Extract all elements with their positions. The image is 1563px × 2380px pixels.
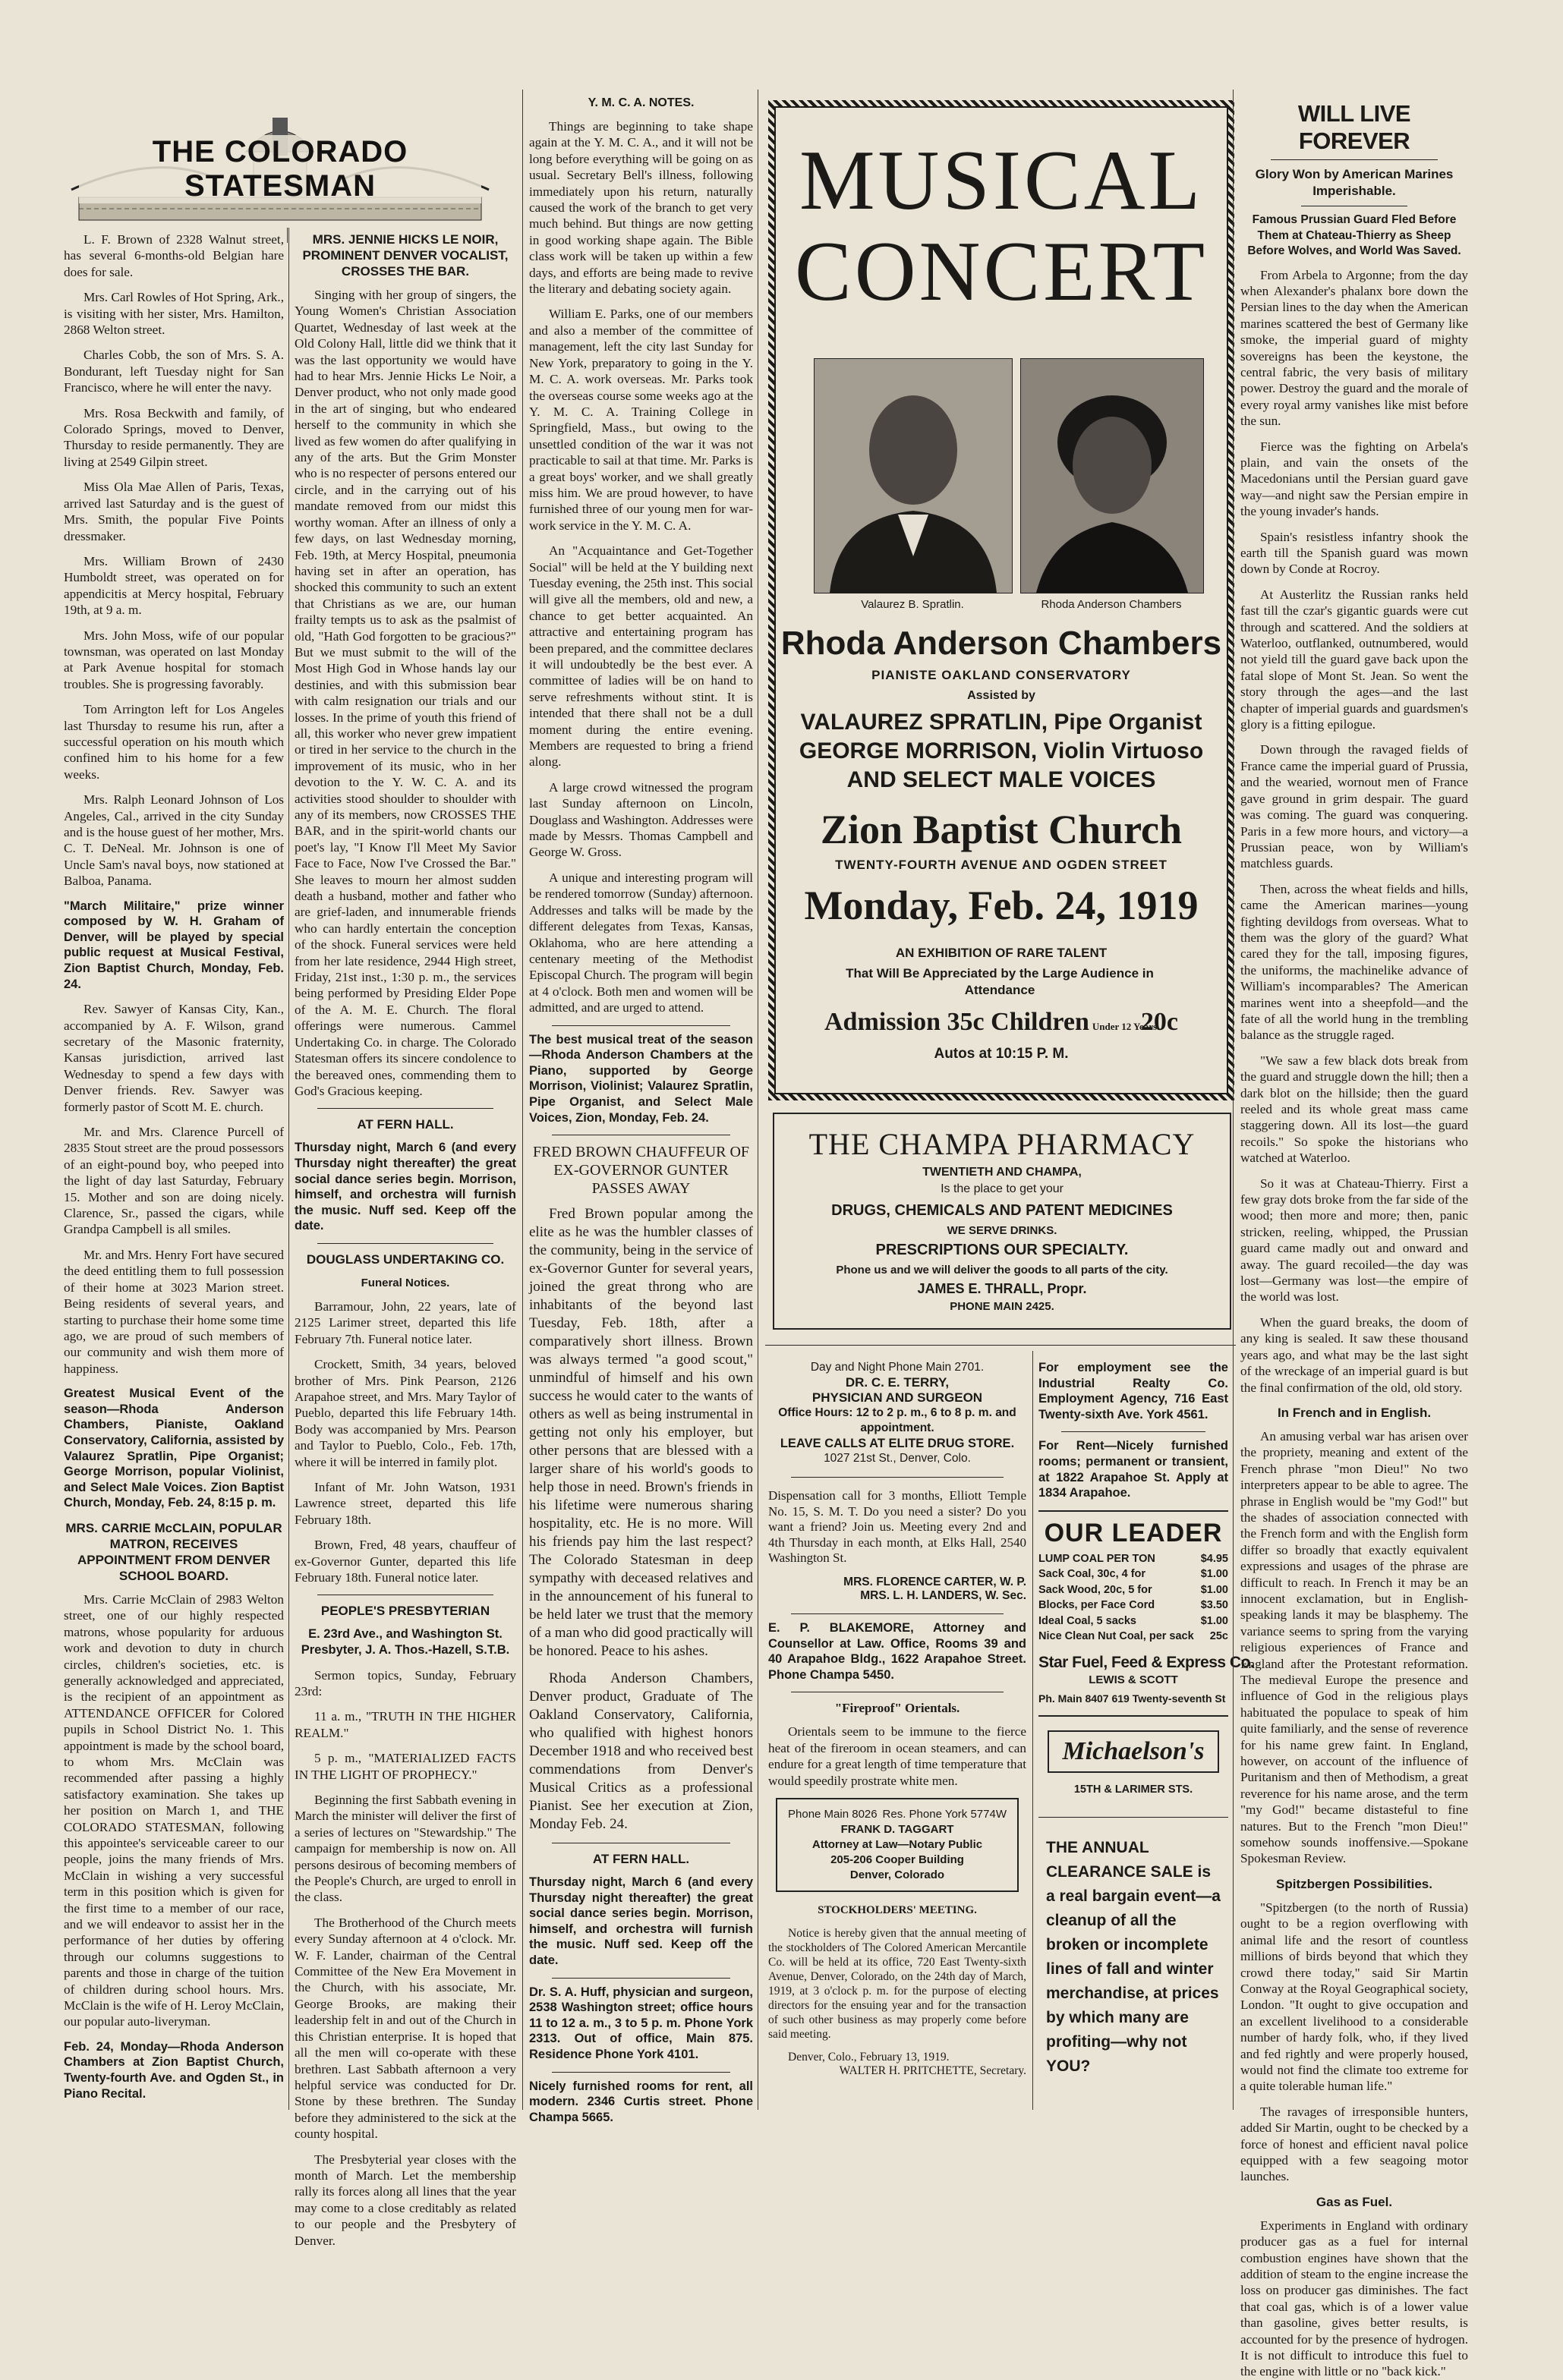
pharmacy-ad xyxy=(773,1113,1231,1330)
elks-signature: MRS. L. H. LANDERS, W. Sec. xyxy=(860,1588,1026,1602)
pharmacy-line: WE SERVE DRINKS. xyxy=(947,1224,1057,1237)
pharmacy-line: JAMES E. THRALL, Propr. xyxy=(917,1281,1087,1296)
concert-title-line1: MUSICAL xyxy=(799,134,1204,228)
michaelsons-logo xyxy=(1048,1730,1219,1773)
concert-title-line2: CONCERT xyxy=(795,225,1208,319)
terry-line: LEAVE CALLS AT ELITE DRUG STORE. xyxy=(780,1437,1015,1450)
funeral-notice: Infant of Mr. John Watson, 1931 Lawrence street, departed this life February 18th. xyxy=(295,1479,516,1527)
coal-row: Ideal Coal, 5 sacks $1.00 xyxy=(1038,1614,1228,1627)
masthead-title: THE COLORADO STATESMAN xyxy=(79,135,481,203)
ymca-item: An "Acquaintance and Get-Together Social" will be held at the Y building next Tuesday evening, the 25th inst. This social will give all the members, old and new, a chance to get better acquainted. An attractive and entertaining program has been prepared, and the committee declares it will undoubtedly be the best ever. A committee of ladies will be on hand to serve refreshments without stint. It is intended that there shall not be a dull moment during the entire evening. Members are requested to bring a friend along. xyxy=(529,543,753,770)
concert-date: Monday, Feb. 24, 1919 xyxy=(804,883,1199,928)
presbyterian-item: The Presbyterial year closes with the month of March. Let the membership rally its forces along all lines that the year may come to a close creditably as related to our people and the Presbytery of Denver. xyxy=(295,2152,516,2248)
ymca-headline: Y. M. C. A. NOTES. xyxy=(588,96,695,109)
presbyterian-item: The Brotherhood of the Church meets every Sunday afternoon at 4 o'clock. Mr. W. F. Lander, chairman of the Central Committee of the New Era Movement in the Church, with his associate, Mr. George Brooks, are making their leadership felt in and out of the Church in this Christian enterprise. It is hoped that all the men will co-operate with these brethren. Last Sabbath afternoon a very helpful service was conducted for Dr. Stone by these brethren. The Sunday before they administered to the sick at the county hospital. xyxy=(295,1915,516,2142)
pharmacy-line: Phone us and we will deliver the goods to all parts of the city. xyxy=(836,1264,1168,1277)
gas-fuel-headline: Gas as Fuel. xyxy=(1316,2194,1393,2209)
portrait-woman-icon xyxy=(1021,359,1203,593)
musical-event-notice: Greatest Musical Event of the season—Rhoda Anderson Chambers, Pianiste, Oakland Conservatory, California, assisted by Valaurez Spratlin, Pipe Organist; George Morrison, popular Violinist, and Select Male Voices. Zion Baptist Church, Monday, Feb. 24, 8:15 p. m. xyxy=(64,1387,284,1510)
ymca-item: Things are beginning to take shape again at the Y. M. C. A., and it will not be long before everything will be going on as usual. Secretary Bell's illness, following immediately upon his return, naturally caused the work of the branch to get very much behind. But things are now getting in good working shape again. The Bible class work will be taken up within a few days, and efforts are being made to revive the literary and debating society again. xyxy=(529,119,753,297)
taggart-office: 205-206 Cooper Building xyxy=(830,1853,964,1866)
performer-name: Rhoda Anderson Chambers xyxy=(780,625,1222,662)
admission-price: 20c xyxy=(1140,1008,1178,1036)
ymca-item: William E. Parks, one of our members and also a member of the committee of management, left the city last Sunday for New York, preparatory to going in the Y. M. C. A. work overseas. Mr. Parks took the overseas course some weeks ago at the Y. M. C. A. Training College in Springfield, Mass., but owing to the unsettled condition of the war it was not practicable to sail at that time. Mr. Parks is a great boys' worker, and we shall greatly miss him. We are proud however, to have furnished three of our young men for war-work service in the Y. M. C. A. xyxy=(529,307,753,533)
stockholders-signature: WALTER H. PRITCHETTE, Secretary. xyxy=(839,2064,1026,2077)
fern-hall-headline: AT FERN HALL. xyxy=(592,1852,690,1867)
clearance-sale-ad: THE ANNUAL CLEARANCE SALE is a real bargain event—a cleanup of all the broken or incomplete lines of fall and winter merchandise, at prices by which many are profiting—why not YOU? xyxy=(1046,1838,1221,2075)
story-paragraph: So it was at Chateau-Thierry. First a few gray dots broke from the far side of the wood; then more and more; then, panic stricken, reeling, whipped, the Prussian guard came madly out and onward and away. The guard recoiled—the day was lost—Germany was lost—the empire of the world was lost. xyxy=(1240,1176,1468,1305)
ymca-item: A large crowd witnessed the program last Sunday afternoon on Lincoln, Douglass and Washington. Addresses were made by Messrs. Thomas Campbell and George W. Gross. xyxy=(529,779,753,860)
divider xyxy=(552,1025,730,1026)
photo-caption-spratlin: Valaurez B. Spratlin. xyxy=(861,598,964,611)
story-paragraph: At Austerlitz the Russian ranks held fast till the czar's gigantic guards were cut through and scattered. And the soldiers at Waterloo, outflanked, outnumbered, would not yield till the guard gave back upon the fatal slope of Mont St. Jean. So went the story through the ages—and the last chapter of imperial guards and guardsmen's glory is a fitting epilogue. xyxy=(1240,587,1468,732)
local-item: Tom Arrington left for Los Angeles last Thursday to resume his run, after a successful operation on his mouth which confined him to his home for a few weeks. xyxy=(64,702,284,782)
concert-ad xyxy=(768,100,1234,1100)
french-english-story: An amusing verbal war has arisen over the propriety, meaning and extent of the French phrase "mon Dieu!" No two interpreters appear to be able to agree. The phrase in English would be "my God!" but the shades of association connected with the French form and with the English form differ so broadly that exactly equivalent expressions and usages of the phrase are difficult to reach. In French it may be an innocent exclamation, but in English-speaking lands it may be blasphemy. The variance seems to spring from the varying religious experiences of France and England after the Protestant reformation. The medieval Europe the presence and influence of God in the religious plays habituated the populace to speak of him quite familiarly, and the sense of reverence for his name grew faint. In England, however, on account of the influence of Puritanism and then of Methodism, a great reverence for his name arose, and the term "my God!" became distasteful to fine natures. But to the French "mon Dieu!" somehow sounds inoffensive.—Spokane Spokesman Review. xyxy=(1240,1428,1468,1866)
rooms-notice: Nicely furnished rooms for rent, all modern. 2346 Curtis street. Phone Champa 5665. xyxy=(529,2079,753,2124)
taggart-title: Attorney at Law—Notary Public xyxy=(811,1837,983,1851)
elks-notice: Dispensation call for 3 months, Elliott Temple No. 15, S. M. T. Do you need a sister? Do you want a friend? Join us. Meeting every 2nd and 4th Thursday in each month, at Elks Hall, 2540 Washington St. xyxy=(768,1488,1026,1566)
chambers-story: Rhoda Anderson Chambers, Denver product, Graduate of The Oakland Conservatory, California, who qualified with highest honors December 1918 and who received best commendations from Denver's Musical Critics as a professional Pianist. See her execution at Zion, Monday Feb. 24. xyxy=(529,1670,753,1833)
spitzbergen-headline: Spitzbergen Possibilities. xyxy=(1276,1876,1432,1891)
divider xyxy=(317,1243,493,1244)
stockholders-headline: STOCKHOLDERS' MEETING. xyxy=(818,1903,977,1916)
local-item: Mrs. Carl Rowles of Hot Spring, Ark., is visiting with her sister, Mrs. Hamilton, 2868 Welton street. xyxy=(64,290,284,338)
taggart-res-phone: Res. Phone York 5774W xyxy=(882,1807,1007,1821)
story-paragraph: From Arbela to Argonne; from the day when Alexander's phalanx bore down the Persian lines to the day when the American marines scattered the best of Germany like smoke, the imperial guard of mighty sovereigns has been the keystone, the central fabric, the very basis of military power. Destroy the guard and the morale of every royal army vanishes like mist before the sun. xyxy=(1240,267,1468,429)
terry-line: Office Hours: 12 to 2 p. m., 6 to 8 p. m. and appointment. xyxy=(778,1406,1016,1434)
story-paragraph: Then, across the wheat fields and hills, came the American marines—young fighting devildogs from overseas. What to them was the glory of the guard? What cared they for the tall, imposing figures, the uniforms, the machinelike advance of William's incomparables? The American marines went into a sheepfold—and the fate of all the world hung in the trembling balance as the struggle raged. xyxy=(1240,881,1468,1043)
taggart-card xyxy=(776,1798,1019,1892)
column-6 xyxy=(1038,1360,1255,2111)
star-fuel-owners: LEWIS & SCOTT xyxy=(1089,1673,1178,1686)
star-fuel-phone: Ph. Main 8407 619 Twenty-seventh St xyxy=(1038,1692,1226,1705)
coal-row: Sack Wood, 20c, 5 for $1.00 xyxy=(1038,1583,1228,1596)
marines-subhead: Glory Won by American Marines Imperishable. xyxy=(1255,167,1454,198)
musical-treat-notice: The best musical treat of the season—Rhoda Anderson Chambers at the Piano, supported by George Morrison, Violinist; Valaurez Spratlin, Pipe Organist, and Select Male Voices, Zion, Monday, Feb. 24. xyxy=(529,1032,753,1125)
photo-chambers xyxy=(1020,358,1204,593)
fred-brown-headline: FRED BROWN CHAUFFEUR OF EX-GOVERNOR GUNTER PASSES AWAY xyxy=(532,1144,750,1198)
local-item: Mr. and Mrs. Clarence Purcell of 2835 Stout street are the proud possessors of an eight-pound boy, who peeped into the light of day last Saturday, February 15. Mother and son are doing nicely. Clarence, Sr., passed the cigars, while Grandpa Campbell is all smiles. xyxy=(64,1125,284,1237)
orientals-story: Orientals seem to be immune to the fierce heat of the fireroom in ocean steamers, and can endure for a great length of time temperature that would speedily prostrate white men. xyxy=(768,1724,1026,1788)
story-paragraph: Spain's resistless infantry shook the earth till the Spanish guard was mown down by Conde at Rocroy. xyxy=(1240,529,1468,577)
local-item: Mrs. William Brown of 2430 Humboldt street, was operated on for appendicitis at Mercy hospital, February 19th, at 9 a. m. xyxy=(64,553,284,618)
rent-notice: For Rent—Nicely furnished rooms; permanent or transient, at 1822 Arapahoe St. Apply at 1834 Arapahoe. xyxy=(1038,1439,1228,1500)
venue-address: TWENTY-FOURTH AVENUE AND OGDEN STREET xyxy=(835,858,1168,872)
le-noir-headline: MRS. JENNIE HICKS LE NOIR, PROMINENT DENVER VOCALIST, CROSSES THE BAR. xyxy=(302,232,509,279)
gas-fuel-story: Experiments in England with ordinary producer gas as a fuel for internal combustion engines have shown that the addition of steam to the engine increase the loss on producer gas diminishes. The fact that coal gas, which is of a lower value than gasoline, gives better results, is accounted for by the presence of hydrogen. It is not difficult to introduce this fuel to the engine with little or no "back kick." xyxy=(1240,2218,1468,2379)
blakemore-notice: E. P. BLAKEMORE, Attorney and Counsellor at Law. Office, Rooms 39 and 40 Arapahoe Bldg., 1622 Arapahoe Street. Phone Champa 5450. xyxy=(768,1620,1026,1682)
stockholders-notice: Notice is hereby given that the annual meeting of the stockholders of The Colored American Mercantile Co. will be held at its office, 720 East Twenty-sixth Avenue, Denver, Colorado, on the 24th day of March, 1919, at 3 o'clock p. m. for the purpose of electing directors for the ensuing year and for the transaction of such other business as may properly come before said meeting. xyxy=(768,1926,1026,2041)
mcclain-story: Mrs. Carrie McClain of 2983 Welton street, one of our highly respected matrons, whose popularity for arduous work and devotion to duty in church circles, children's societies, etc. is generally acknowledged and appreciated, is the recipient of an appointment as ATTENDANCE OFFICER for Colored pupils in School District No. 1. This appointment is made by the school board, to whom Mrs. McClain was recommended after passing a highly satisfactory examination. She takes up her position on March 1, and THE COLORADO STATESMAN, following this appointee's serviceable career to our people, joins the many friends of Mrs. McClain in wishing a very successful term in this position which is given for the first time to a member of our race, and we will endeavor to assist her in the performance of her duties by offering through our columns suggestions to parents and those in charge of the tuition of children during school hours. Mrs. McClain is the wife of H. Leroy McClain, our popular auto-liveryman. xyxy=(64,1591,284,2029)
presbyterian-item: 11 a. m., "TRUTH IN THE HIGHER REALM." xyxy=(295,1709,516,1740)
funeral-notice: Barramour, John, 22 years, late of 2125 Larimer street, departed this life February 7th. Funeral notice later. xyxy=(295,1299,516,1346)
column-1 xyxy=(64,231,284,2114)
portrait-man-icon xyxy=(815,359,1012,593)
performer-line: GEORGE MORRISON, Violin Virtuoso xyxy=(799,738,1204,763)
divider xyxy=(552,2072,730,2073)
performer-subtitle: PIANISTE OAKLAND CONSERVATORY xyxy=(871,668,1131,682)
story-paragraph: When the guard breaks, the doom of any king is sealed. It saw these thousand years ago, and what may be the last sight of the wreckage of an imperial guard is but the final confirmation of the old, old story. xyxy=(1240,1314,1468,1395)
story-paragraph: Down through the ravaged fields of France came the imperial guard of Prussia, and the wearied, wornout men of France gave ground in grim despair. The guard was coming. The guard was conquering. Paris in a few more hours, and victory—a Prussian peace, won by William's matchless guards. xyxy=(1240,742,1468,871)
taggart-city: Denver, Colorado xyxy=(849,1868,945,1881)
story-paragraph: Fierce was the fighting on Arbela's plain, and vain the onsets of the Macedonians until the Persian guard gave way—and night saw the Persian empire in the young invader's hands. xyxy=(1240,439,1468,519)
local-item: Mrs. Ralph Leonard Johnson of Los Angeles, Cal., arrived in the city Sunday and is the house guest of her mother, Mrs. C. T. DeNeal. Mr. Johnson is one of Uncle Sam's naval boys, now stationed at Balboa, Panama. xyxy=(64,792,284,889)
fern-hall-headline: AT FERN HALL. xyxy=(357,1117,454,1132)
divider xyxy=(1061,1431,1205,1432)
assisted-by: Assisted by xyxy=(967,689,1035,702)
column-3 xyxy=(529,95,753,2124)
michaelsons-address: 15TH & LARIMER STS. xyxy=(1073,1783,1193,1796)
presbyterian-headline: PEOPLE'S PRESBYTERIAN xyxy=(320,1604,490,1619)
photo-spratlin xyxy=(814,358,1013,593)
le-noir-story: Singing with her group of singers, the Young Women's Christian Association Quartet, Wednesday of last week at the Old Colony Hall, little did we think that it was the last opportunity we would have had to hear Mrs. Jennie Hicks Le Noir, a Denver product, who not only made good in the art of singing, but who endeared herself to the community in which she lived as few women do after qualifying in any of the arts. But the Grim Monster who is no respecter of persons entered our circle, and in the carrying out of his mandate removed from our midst this worthy woman. After an illness of only a few days, on last Wednesday morning, Feb. 19th, at Mercy Hospital, pneumonia having set in after an operation, has shocked this community to such an extent that Christians as we are, our human frailty tempts us to ask as the psalmist of old, "Hath God forgotten to be gracious?" But we must submit to the will of the Most High God in Whose hands lay our destinies, and with this submission bear with calm resignation our trials and our losses. In the prime of youth this friend of all, this worker who never grew impatient or tired in her service to the church in the improvement of its music, who in her devotion to the Y. W. C. A. and its activities stood shoulder to shoulder with any of its members, now CROSSES THE BAR, and in the spirit-world chants our poet's lay, "I Know I'll Meet My Savior Face to Face, Now I've Crossed the Bar." She leaves to mourn her almost sudden death a husband, mother and father who are grief-laden, and innumerable friends who can hardly entertain the conception of the shock. Funeral services were held from her late residence, 2944 High street, Friday, 21st inst., 1:30 p. m., the services being performed by Presiding Elder Pope of the A. M. E. Church. The floral offerings were numerous. Cammel Undertaking Co. in charge. The Colorado Statesman offers its sincere condolence to the bereaved ones, commending them to God's Gracious keeping. xyxy=(295,288,516,1098)
coal-row: LUMP COAL PER TON $4.95 xyxy=(1038,1552,1228,1565)
admission-text: Admission 35c Children xyxy=(824,1008,1089,1036)
divider xyxy=(791,1613,1004,1614)
exhibition-line: AN EXHIBITION OF RARE TALENT xyxy=(895,946,1108,960)
spitzbergen-story: The ravages of irresponsible hunters, added Sir Martin, ought to be checked by a force of honest and efficient naval police equipped with a few seagoing motor launches. xyxy=(1240,2104,1468,2184)
admission-age: Under 12 Years. xyxy=(1092,1021,1160,1033)
admission-line xyxy=(776,1008,1227,1037)
column-5 xyxy=(768,1360,1026,2111)
local-item: Mrs. Rosa Beckwith and family, of Colorado Springs, moved to Denver, Thursday to reside permanently. They are living at 2549 Gilpin street. xyxy=(64,405,284,469)
local-item: Mrs. John Moss, wife of our popular townsman, was operated on last Monday at Park Avenue hospital for stomach troubles. She is progressing favorably. xyxy=(64,628,284,691)
employment-notice: For employment see the Industrial Realty Co. Employment Agency, 716 East Twenty-sixth Ave. York 4561. xyxy=(1038,1361,1228,1421)
column-2 xyxy=(295,231,516,2248)
pharmacy-line: Is the place to get your xyxy=(941,1182,1064,1195)
presbyterian-item: Beginning the first Sabbath evening in March the minister will deliver the first of a series of lectures on "Stewardship." The campaign for membership is now on. All persons desirous of becoming members of the People's Church, are urged to enroll in the class. xyxy=(295,1793,516,1905)
elks-signature: MRS. FLORENCE CARTER, W. P. xyxy=(843,1575,1026,1588)
taggart-phone: Phone Main 8026 xyxy=(788,1807,878,1821)
local-item: Rev. Sawyer of Kansas City, Kan., accompanied by A. F. Wilson, grand secretary of the Masonic fraternity, Kansas jurisdiction, arrived last Wednesday to spend a few days with Denver friends. Rev. Sawyer was formerly pastor of Scott M. E. church. xyxy=(64,1002,284,1114)
will-live-forever-headline: WILL LIVE FOREVER xyxy=(1297,100,1411,154)
coal-row: Nice Clean Nut Coal, per sack 25c xyxy=(1038,1630,1228,1643)
divider xyxy=(552,1978,730,1979)
mcclain-headline: MRS. CARRIE McCLAIN, POPULAR MATRON, RECEIVES APPOINTMENT FROM DENVER SCHOOL BOARD. xyxy=(65,1520,282,1583)
orientals-headline: "Fireproof" Orientals. xyxy=(834,1701,960,1716)
pharmacy-title: THE CHAMPA PHARMACY xyxy=(808,1127,1196,1161)
fern-hall-notice: Thursday night, March 6 (and every Thursday night thereafter) the great social dance series begin. Morrison, himself, and orchestra will furnish the music. Nuff sed. Keep off the date. xyxy=(295,1141,516,1233)
funeral-notices-subhead: Funeral Notices. xyxy=(361,1276,450,1289)
story-paragraph: "We saw a few black dots break from the guard and struggle down the hill; then a dark blot on the hillside; then the guard reeled and its whole great mass came staggering down. All its lost—the guard recoils." So spoke the historians who watched at Waterloo. xyxy=(1240,1053,1468,1166)
local-item: Mr. and Mrs. Henry Fort have secured the deed entitling them to full possession of their home at 3023 Marion street. Being residents of several years, and starting to purchase their home some time ago, we are proud of such members of our community and wish them more of happiness. xyxy=(64,1247,284,1376)
performer-line: AND SELECT MALE VOICES xyxy=(846,767,1156,792)
undertaking-headline: DOUGLASS UNDERTAKING CO. xyxy=(306,1251,505,1267)
local-item: L. F. Brown of 2328 Walnut street, has several 6-months-old Belgian hare does for sale. xyxy=(64,232,284,279)
french-english-headline: In French and in English. xyxy=(1277,1405,1432,1420)
our-leader-title: OUR LEADER xyxy=(1044,1518,1223,1547)
autos-line: Autos at 10:15 P. M. xyxy=(934,1046,1069,1062)
divider xyxy=(791,1477,1004,1478)
coal-price-list xyxy=(1038,1551,1228,1645)
pharmacy-line: DRUGS, CHEMICALS AND PATENT MEDICINES xyxy=(831,1202,1173,1219)
funeral-notice: Brown, Fred, 48 years, chauffeur of ex-Governor Gunter, departed this life February 18th. Funeral notice later. xyxy=(295,1538,516,1585)
local-item: Miss Ola Mae Allen of Paris, Texas, arrived last Saturday and is the guest of Mrs. Smith, the popular Five Points dressmaker. xyxy=(64,480,284,543)
exhibition-subline: That Will Be Appreciated by the Large Audience in Attendance xyxy=(846,966,1154,997)
prussian-guard-subhead: Famous Prussian Guard Fled Before Them at Chateau-Thierry as Sheep Before Wolves, and World Was Saved. xyxy=(1247,213,1461,257)
divider xyxy=(317,1108,493,1109)
coal-row: Blocks, per Face Cord $3.50 xyxy=(1038,1599,1228,1612)
pharmacy-line: PHONE MAIN 2425. xyxy=(950,1300,1054,1313)
terry-line: PHYSICIAN AND SURGEON xyxy=(811,1390,983,1405)
coal-row: Sack Coal, 30c, 4 for $1.00 xyxy=(1038,1568,1228,1581)
funeral-notice: Crockett, Smith, 34 years, beloved brother of Mrs. Pink Pearson, 2126 Arapahoe street, and Mrs. Mary Taylor of Pueblo, departed this life February 14th. Body was accompanied by Mrs. Pearson and Taylor to Pueblo, Colo., Feb. 17th, where it will be interred in family plot. xyxy=(295,1357,516,1469)
stockholders-date: Denver, Colo., February 13, 1919. xyxy=(788,2050,950,2064)
fred-brown-story: Fred Brown popular among the elite as he was the humbler classes of the community, being in the service of ex-Governor Gunter for several years, joined the great throng who are inhabitants of the beyond last Tuesday, Feb. 18th, after a comparatively short illness. Brown was always termed "a good scout," unmindful of himself and his own success he would cater to the wants of others as well as being instrumental in getting not only his employer, but other persons that are blessed with a larger share of his world's goods to help those in need. Brown's friends in his lifetime were numerous sharing hospitality, etc. He is no more. Will his friends pay him the last respect? The Colorado Statesman in deep sympathy with deceased relatives and in the announcement of his funeral to be held later we trust that the memory of a man who did good practically will be honored. Peace to his ashes. xyxy=(529,1206,753,1660)
terry-line: 1027 21st St., Denver, Colo. xyxy=(824,1452,971,1465)
presbyterian-item: 5 p. m., "MATERIALIZED FACTS IN THE LIGHT OF PROPHECY." xyxy=(295,1751,516,1782)
presbyterian-item: Sermon topics, Sunday, February 23rd: xyxy=(295,1667,516,1698)
terry-line: Day and Night Phone Main 2701. xyxy=(810,1361,985,1374)
terry-line: DR. C. E. TERRY, xyxy=(845,1375,950,1390)
pharmacy-line: PRESCRIPTIONS OUR SPECIALTY. xyxy=(875,1242,1129,1258)
fern-hall-notice: Thursday night, March 6 (and every Thursday night thereafter) the great social dance series begin. Morrison, himself, and orchestra will furnish the music. Nuff sed. Keep off the date. xyxy=(529,1875,753,1968)
pharmacy-line: TWENTIETH AND CHAMPA, xyxy=(922,1166,1082,1179)
presbyterian-address: E. 23rd Ave., and Washington St. Presbyter, J. A. Thos.-Hazell, S.T.B. xyxy=(301,1627,510,1657)
michaelsons-name: Michaelson's xyxy=(1062,1736,1205,1765)
photo-caption-chambers: Rhoda Anderson Chambers xyxy=(1041,598,1182,611)
masthead xyxy=(64,106,496,228)
huff-notice: Dr. S. A. Huff, physician and surgeon, 2538 Washington street; office hours 11 to 12 a. m., 3 to 5 p. m. Phone York 2313. Out of office, Main 875. Residence Phone York 4101. xyxy=(529,1985,753,2062)
column-7 xyxy=(1240,100,1468,2379)
taggart-name: FRANK D. TAGGART xyxy=(840,1822,954,1836)
venue-name: Zion Baptist Church xyxy=(820,807,1183,852)
piano-recital-notice: Feb. 24, Monday—Rhoda Anderson Chambers at Zion Baptist Church, Twenty-fourth Ave. and Ogden St., in Piano Recital. xyxy=(64,2039,284,2101)
performer-line: VALAUREZ SPRATLIN, Pipe Organist xyxy=(800,710,1202,735)
ymca-item: A unique and interesting program will be rendered tomorrow (Sunday) afternoon. Addresses and talks will be made by the different delegates from Texas, Kansas, Oklahoma, who are here attending a centenary meeting of the Methodist Episcopal Church. The program will begin at 4 o'clock. Both men and women will be admitted, and are urged to attend. xyxy=(529,870,753,1015)
spitzbergen-story: "Spitzbergen (to the north of Russia) ought to be a region overflowing with animal life and the resort of countless millions of birds beyond that which they crowd there today," said Sir Martin Conway at the Royal Geographical society, London. "It ought to give occupation and an excellent livelihood to a considerable number of hardy folk, who, if they lived and fed rightly and were properly housed, would not find the climate too extreme for a quite tolerable human life." xyxy=(1240,1900,1468,2094)
march-militaire-notice: "March Militaire," prize winner composed by W. H. Graham of Denver, will be played by special public request at Musical Festival, Zion Baptist Church, Monday, Feb. 24. xyxy=(64,899,284,991)
local-item: Charles Cobb, the son of Mrs. S. A. Bondurant, left Tuesday night for San Francisco, where he will enter the navy. xyxy=(64,348,284,395)
star-fuel-name: Star Fuel, Feed & Express Co. xyxy=(1038,1653,1255,1671)
